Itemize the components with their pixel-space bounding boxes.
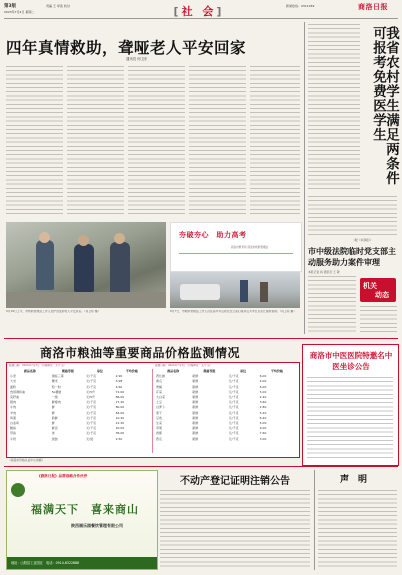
col-unit: 单位 — [96, 369, 103, 373]
cell-grade: 新鲜 — [192, 410, 199, 415]
side-source: （据《华商报》） — [352, 238, 373, 242]
cell-grade: 国标三等 — [51, 374, 64, 379]
cell-price: 20.00 — [115, 426, 125, 431]
cell-grade: 新鲜 — [192, 379, 199, 384]
hospital-body — [307, 377, 393, 461]
ad-company: 陕西福乐园餐饮管理有限公司 — [71, 523, 123, 528]
cell-price: 6.00 — [259, 374, 267, 379]
exam-banner — [170, 222, 302, 272]
cancellation-headline: 不动产登记证明注销公告 — [180, 476, 290, 487]
organ-news-icon — [360, 278, 396, 302]
section-label: [社 会] — [173, 5, 225, 18]
cell-grade: 特一粉 — [51, 384, 61, 389]
cell-grade: 粳米 — [51, 379, 58, 384]
cell-name: 小麦 — [10, 374, 17, 379]
cell-unit: 元/千克 — [228, 389, 239, 394]
photo-exam-point — [170, 272, 300, 308]
feature-headline: 市中级法院临时党支部主动服务助力案件审理 — [308, 247, 396, 267]
col-name: 商品名称 — [23, 369, 36, 373]
cell-price: 5.00 — [259, 421, 267, 426]
cell-unit: 元/5升 — [86, 389, 96, 394]
cell-unit: 元/千克 — [86, 421, 97, 426]
cell-name: 面粉 — [10, 384, 17, 389]
masthead — [4, 3, 398, 17]
price-table-box — [6, 362, 300, 458]
cell-grade: 鲜 — [51, 410, 55, 415]
cell-grade: 新鲜 — [192, 415, 199, 420]
editor-credit: 责编 王 审读 校对 — [46, 4, 70, 8]
cell-price: 5.98 — [115, 379, 123, 384]
cell-name: 西红柿 — [156, 374, 166, 379]
cell-name: 食用调和油 — [10, 389, 26, 394]
col-price: 平均价格 — [270, 369, 283, 373]
cell-name: 西瓜 — [156, 436, 163, 441]
cell-unit: 元/千克 — [228, 379, 239, 384]
cell-unit: 元/千克 — [86, 400, 97, 405]
cell-unit: 元/千克 — [86, 384, 97, 389]
main-byline: 通讯员 何卫东 — [126, 57, 148, 61]
organ-news-label-2: 动态 — [375, 291, 389, 299]
cell-price: 4.60 — [115, 384, 123, 389]
cell-unit: 元/千克 — [228, 374, 239, 379]
cell-price: 4.00 — [259, 379, 267, 384]
cell-grade: 新鲜 — [192, 421, 199, 426]
cell-unit: 元/袋 — [86, 436, 94, 441]
photo-caption-1: 6月29日上午，市救助管理站工作人员护送受助老人平安返家。（何卫东 摄） — [6, 310, 101, 313]
cell-grade: 新鲜 — [192, 405, 199, 410]
cell-price: 2.90 — [115, 374, 123, 379]
cell-name: 牛肉 — [10, 405, 17, 410]
cell-name: 土豆 — [156, 400, 163, 405]
cell-price: 27.20 — [115, 400, 125, 405]
section-divider-2 — [4, 466, 398, 467]
cell-unit: 元/千克 — [228, 415, 239, 420]
main-body-col4 — [189, 66, 246, 216]
cell-name: 黄瓜 — [156, 379, 163, 384]
cell-grade: 新鲜 — [192, 389, 199, 394]
statement-headline: 声 明 — [340, 475, 368, 485]
cell-unit: 元/千克 — [86, 379, 97, 384]
cell-unit: 元/千克 — [86, 426, 97, 431]
cell-unit: 元/千克 — [228, 421, 239, 426]
cell-grade: 鲜 — [51, 405, 55, 410]
cell-name: 大米 — [10, 379, 17, 384]
cell-grade: 新鲜 — [192, 384, 199, 389]
cell-name: 大白菜 — [156, 395, 166, 400]
price-table-title: 商洛市粮油等重要商品价格监测情况 — [40, 346, 241, 360]
cancellation-body — [160, 490, 310, 568]
table-right-subtitle: 监测日期：2023年7月3日（价格单位：元/千克） — [155, 364, 213, 367]
section-title: 社 会 — [181, 5, 217, 18]
main-body-col3 — [128, 66, 185, 216]
cell-price: 86.00 — [115, 395, 125, 400]
paper-logo: 商洛日报 — [358, 3, 388, 11]
cell-unit: 元/千克 — [228, 400, 239, 405]
hotline: 新闻热线：2311039 — [286, 4, 315, 8]
edition-date: 2023年7月4日 星期二 — [4, 10, 35, 14]
right-column-divider — [304, 22, 305, 334]
statement-divider — [314, 470, 315, 570]
col-grade: 规格等级 — [61, 369, 74, 373]
statement-body — [318, 490, 397, 568]
banner-subtitle: 商洛市教育局 商洛市救助管理站 — [231, 246, 269, 249]
cell-name: 羊肉 — [10, 410, 17, 415]
cell-grade: 新鲜 — [192, 426, 199, 431]
cell-price: 80.00 — [115, 405, 125, 410]
table-row — [155, 437, 295, 442]
photo-caption-2: 6月7日，市救助管理站工作人员在高考考点附近设立爱心服务点为考生及家长提供帮助。（何卫东 摄） — [170, 310, 297, 313]
organ-news-label: 机关 — [363, 282, 377, 290]
cell-price: 2.50 — [115, 436, 123, 441]
cell-price: 84.00 — [115, 410, 125, 415]
cell-name: 鸡蛋 — [10, 415, 17, 420]
cell-unit: 元/千克 — [228, 426, 239, 431]
header-divider — [4, 18, 398, 19]
cell-unit: 元/千克 — [86, 405, 97, 410]
cell-grade: 鲜瘦肉 — [51, 400, 61, 405]
cell-price: 7.60 — [259, 431, 267, 436]
cell-name: 苹果 — [156, 426, 163, 431]
price-source: （商洛市价格认证中心供稿） — [8, 458, 45, 462]
ad-address-bar — [7, 557, 157, 569]
cell-unit: 元/千克 — [86, 410, 97, 415]
cell-unit: 元/5升 — [86, 395, 96, 400]
banner-title: 夯破夯心 助力高考 — [179, 231, 247, 239]
cell-price: 36.00 — [115, 431, 125, 436]
cell-price: 3.00 — [259, 436, 267, 441]
cell-name: 带鱼 — [10, 431, 17, 436]
page-number: 第3版 — [4, 4, 17, 9]
cell-grade: 鲜活 — [51, 426, 58, 431]
cell-grade: 新鲜 — [192, 400, 199, 405]
side-headline: 我省农村学生满足两条件可报考免费医学生 — [370, 26, 399, 186]
main-body-col2 — [67, 66, 124, 216]
cell-price: 6.40 — [259, 415, 267, 420]
price-table-right — [155, 369, 295, 442]
section-divider — [4, 338, 398, 339]
col-price: 平均价格 — [125, 369, 138, 373]
side-body-bottom — [308, 196, 397, 236]
cell-name: 牛奶 — [10, 436, 17, 441]
cell-grade: 一级 — [51, 395, 58, 400]
cell-name: 香蕉 — [156, 431, 163, 436]
cell-grade: 冻 — [51, 431, 55, 436]
cell-unit: 元/千克 — [228, 410, 239, 415]
cell-name: 豆角 — [156, 415, 163, 420]
cell-unit: 元/千克 — [86, 415, 97, 420]
hospital-notice-box — [302, 344, 399, 466]
cell-price: 21.20 — [115, 421, 125, 426]
table-row — [9, 437, 149, 442]
cell-unit: 元/千克 — [86, 374, 97, 379]
cell-name: 猪肉 — [10, 400, 17, 405]
cell-price: 5.20 — [259, 410, 267, 415]
ad-address: 地址：山阳县工业园区 电话：0914-8322888 — [11, 561, 80, 565]
cell-grade: 袋装 — [51, 436, 58, 441]
feature-body-2 — [360, 306, 397, 334]
ad-slogan: 福满天下 喜来商山 — [31, 503, 139, 516]
cell-name: 茄子 — [156, 410, 163, 415]
col-name: 商品名称 — [167, 369, 180, 373]
side-body-col — [308, 24, 360, 192]
cell-unit: 元/千克 — [228, 405, 239, 410]
cell-grade: 新鲜 — [192, 436, 199, 441]
cell-price: 2.80 — [259, 405, 267, 410]
cell-price: 5.00 — [259, 389, 267, 394]
ad-title: 《商洛日报》品牌战略合作伙伴 — [37, 474, 88, 478]
cell-name: 芹菜 — [156, 389, 163, 394]
cell-price: 2.40 — [259, 395, 267, 400]
cell-unit: 元/千克 — [86, 431, 97, 436]
ad-logo — [11, 483, 25, 497]
cell-unit: 元/千克 — [228, 384, 239, 389]
price-table-left — [9, 369, 149, 442]
cell-price: 6.00 — [259, 384, 267, 389]
hospital-headline: 商洛市中医医院特邀名中医坐诊公告 — [309, 351, 393, 371]
cell-name: 鲤鱼 — [10, 426, 17, 431]
main-body-col1 — [6, 66, 63, 216]
cell-grade: 鲜 — [51, 421, 55, 426]
cell-price: 72.00 — [115, 389, 125, 394]
cell-price: 3.60 — [259, 400, 267, 405]
cell-grade: 5L桶装 — [51, 389, 62, 394]
cell-unit: 元/千克 — [228, 431, 239, 436]
cell-grade: 新鲜 — [192, 431, 199, 436]
cell-price: 9.00 — [259, 426, 267, 431]
feature-body-1 — [308, 276, 356, 334]
brand-ad — [6, 470, 158, 570]
col-grade: 规格等级 — [203, 369, 216, 373]
cell-name: 青椒 — [156, 384, 163, 389]
cell-name: 菜籽油 — [10, 395, 20, 400]
feature-byline: 本报记者 杨 通讯员 王 敬 — [308, 270, 340, 274]
col-unit: 单位 — [240, 369, 247, 373]
main-body-col5 — [250, 66, 300, 216]
photo-rescue-staff — [6, 222, 166, 308]
cell-grade: 新鲜 — [192, 395, 199, 400]
cell-unit: 元/千克 — [228, 436, 239, 441]
cell-name: 白条鸡 — [10, 421, 20, 426]
cell-grade: 新鲜 — [51, 415, 58, 420]
table-left-subtitle: 监测日期：2023年7月3日（价格单位：元/千克） — [9, 364, 67, 367]
cell-name: 白萝卜 — [156, 405, 166, 410]
cell-price: 10.20 — [115, 415, 125, 420]
main-headline: 四年真情救助，聋哑老人平安回家 — [6, 39, 247, 57]
cell-grade: 新鲜 — [192, 374, 199, 379]
cell-unit: 元/千克 — [228, 395, 239, 400]
cell-name: 生菜 — [156, 421, 163, 426]
